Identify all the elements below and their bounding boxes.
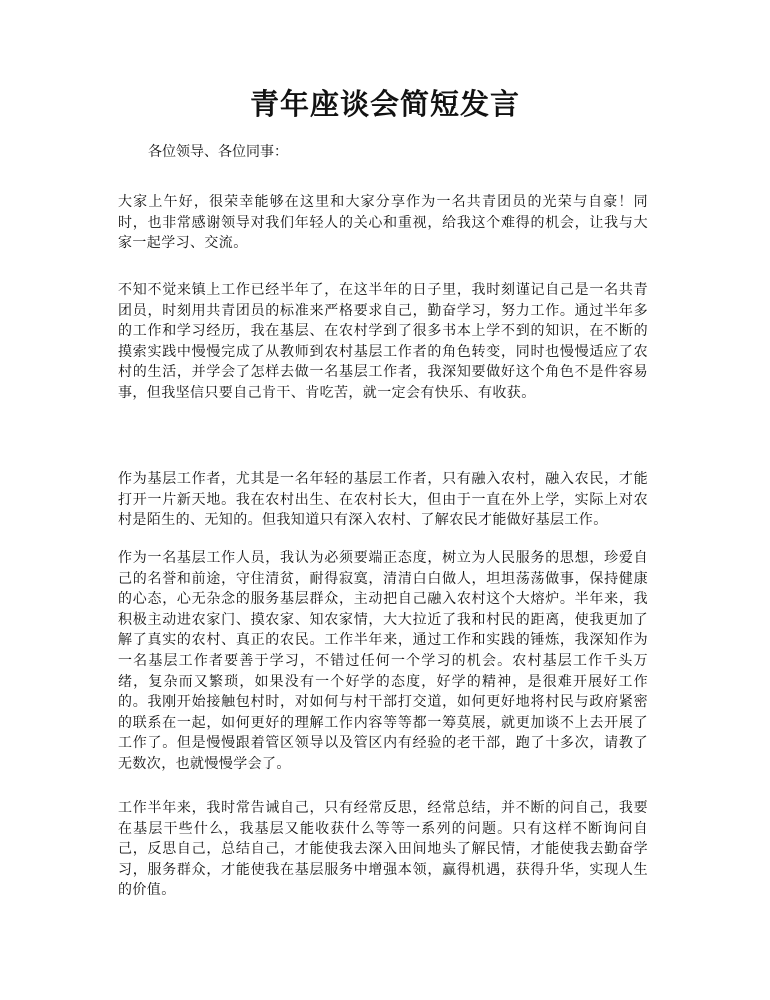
paragraph-1: 大家上午好，很荣幸能够在这里和大家分享作为一名共青团员的光荣与自豪！同时，也非常感谢领导对我们年轻人的关心和重视，给我这个难得的机会，让我与大家一起学习、交流。 <box>118 194 648 252</box>
paragraph-4: 作为一名基层工作人员，我认为必须要端正态度，树立为人民服务的思想，珍爱自己的名誉和前途，守住清贫，耐得寂寞，清清白白做人，坦坦荡荡做事，保持健康的心态，心无杂念的服务基层群众，主动把自己融入农村这个大熔炉。半年来，我积极主动进农家门、摸农家、知农家情，大大拉近了我和村民的距离，使我更加了解了真实的农村、真正的农民。工作半年来，通过工作和实践的锤炼，我深知作为一名基层工作者要善于学习，不错过任何一个学习的机会。农村基层工作千头万绪，复杂而又繁琐，如果没有一个好学的态度，好学的精神，是很难开展好工作的。我刚开始接触包村时，对如何与村干部打交道，如何更好地将村民与政府紧密的联系在一起，如何更好的理解工作内容等等都一筹莫展，就更加谈不上去开展了工作了。但是慢慢跟着管区领导以及管区内有经验的老干部，跑了十多次，请教了无数次，也就慢慢学会了。 <box>118 550 648 772</box>
paragraph-2: 不知不觉来镇上工作已经半年了，在这半年的日子里，我时刻谨记自己是一名共青团员，时刻用共青团员的标准来严格要求自己，勤奋学习，努力工作。通过半年多的工作和学习经历，我在基层、在农村学到了很多书本上学不到的知识，在不断的摸索实践中慢慢完成了从教师到农村基层工作者的角色转变，同时也慢慢适应了农村的生活，并学会了怎样去做一名基层工作者，我深知要做好这个角色不是件容易事，但我坚信只要自己肯干、肯吃苦，就一定会有快乐、有收获。 <box>118 282 648 401</box>
paragraph-3: 作为基层工作者，尤其是一名年轻的基层工作者，只有融入农村，融入农民，才能打开一片新天地。我在农村出生、在农村长大，但由于一直在外上学，实际上对农村是陌生的、无知的。但我知道只有深入农村、了解农民才能做好基层工作。 <box>118 471 648 529</box>
paragraph-5: 工作半年来，我时常告诫自己，只有经常反思，经常总结，并不断的问自己，我要在基层干些什么，我基层又能收获什么等等一系列的问题。只有这样不断询问自己，反思自己，总结自己，才能使我去深入田间地头了解民情，才能使我去勤奋学习，服务群众，才能使我在基层服务中增强本领，赢得机遇，获得升华，实现人生的价值。 <box>118 800 648 899</box>
salutation: 各位领导、各位同事： <box>148 144 288 160</box>
document-title: 青年座谈会简短发言 <box>249 87 520 121</box>
